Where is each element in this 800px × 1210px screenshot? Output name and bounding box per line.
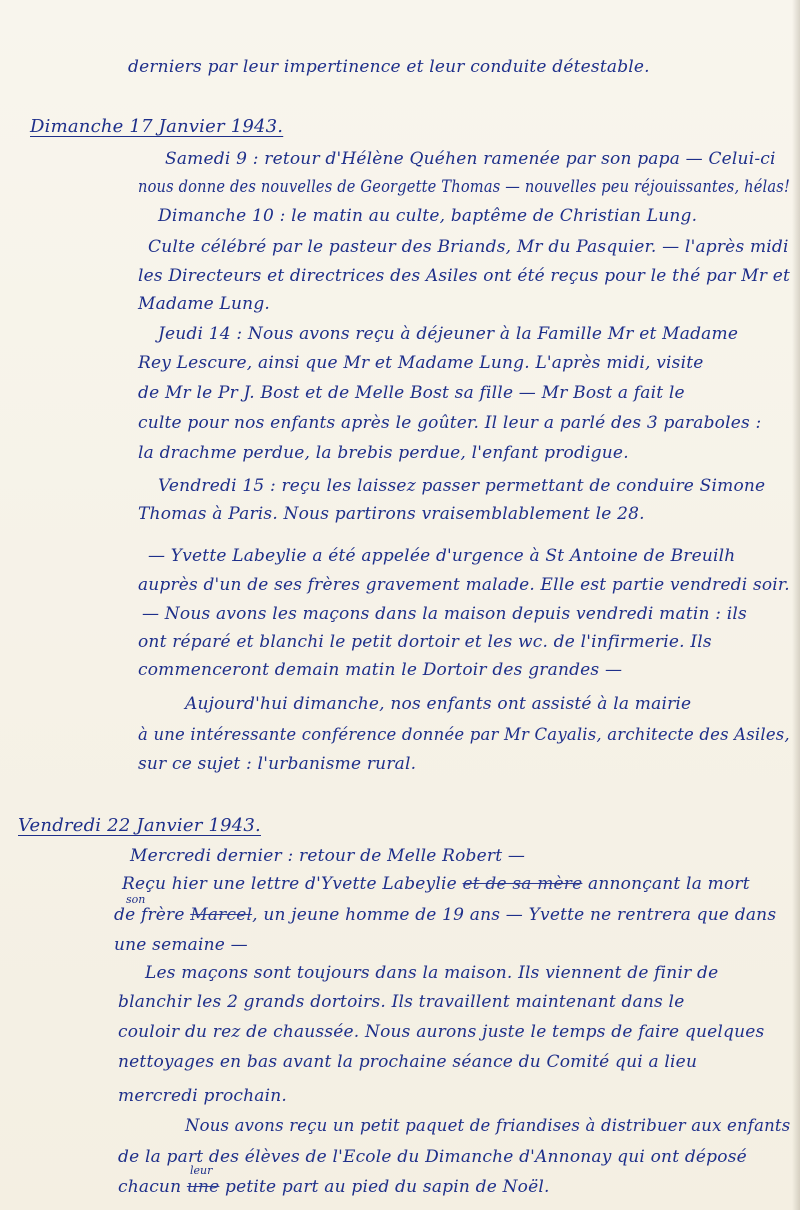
struck-text: Marcel xyxy=(190,905,253,925)
entry1-line: culte pour nos enfants après le goûter. Il leur a parlé des 3 paraboles : xyxy=(138,413,762,433)
page-edge-shadow xyxy=(792,0,800,1210)
entry1-line: sur ce sujet : l'urbanisme rural. xyxy=(138,754,417,774)
interlinear-insertion: leur xyxy=(190,1164,213,1177)
entry2-line-with-strikeout xyxy=(114,904,776,926)
struck-text: et de sa mère xyxy=(462,874,583,894)
entry2-line: blanchir les 2 grands dortoirs. Ils travaillent maintenant dans le xyxy=(118,992,685,1012)
entry1-line: Jeudi 14 : Nous avons reçu à déjeuner à la Famille Mr et Madame xyxy=(158,324,739,344)
entry2-line: Nous avons reçu un petit paquet de friandises à distribuer aux enfants xyxy=(185,1116,791,1136)
entry2-line-with-strikeout xyxy=(118,1176,550,1198)
entry2-line: mercredi prochain. xyxy=(118,1086,287,1106)
entry2-line-with-strikeout xyxy=(122,873,750,895)
entry1-line: les Directeurs et directrices des Asiles ont été reçus pour le thé par Mr et xyxy=(138,266,790,286)
entry1-line: Aujourd'hui dimanche, nos enfants ont assisté à la mairie xyxy=(185,694,692,714)
entry1-line: — Nous avons les maçons dans la maison depuis vendredi matin : ils xyxy=(142,604,747,624)
text-segment: frère xyxy=(140,905,185,925)
text-segment: annonçant la mort xyxy=(588,874,750,894)
entry1-line: — Yvette Labeylie a été appelée d'urgence à St Antoine de Breuilh xyxy=(148,546,736,566)
entry1-line: Vendredi 15 : reçu les laissez passer permettant de conduire Simone xyxy=(158,476,766,496)
entry1-line: Dimanche 10 : le matin au culte, baptême de Christian Lung. xyxy=(158,206,698,226)
text-segment: Reçu hier une lettre d'Yvette Labeylie xyxy=(122,874,457,894)
text-segment: petite part au pied du sapin de Noël. xyxy=(225,1177,550,1197)
entry1-line: commenceront demain matin le Dortoir des grandes — xyxy=(138,660,623,680)
entry2-line: une semaine — xyxy=(114,935,248,955)
carryover-line: derniers par leur impertinence et leur conduite détestable. xyxy=(128,57,650,77)
entry2-line: de la part des élèves de l'Ecole du Dimanche d'Annonay qui ont déposé xyxy=(118,1147,747,1167)
interlinear-insertion: son xyxy=(126,893,146,906)
entry-heading-22-janvier: Vendredi 22 Janvier 1943. xyxy=(18,815,261,836)
entry1-line: Thomas à Paris. Nous partirons vraisemblablement le 28. xyxy=(138,504,645,524)
entry1-line: auprès d'un de ses frères gravement malade. Elle est partie vendredi soir. xyxy=(138,575,790,595)
entry2-line: couloir du rez de chaussée. Nous aurons juste le temps de faire quelques xyxy=(118,1022,765,1042)
entry1-line: Rey Lescure, ainsi que Mr et Madame Lung. L'après midi, visite xyxy=(138,353,704,373)
entry2-line: nettoyages en bas avant la prochaine séance du Comité qui a lieu xyxy=(118,1052,698,1072)
entry1-line: la drachme perdue, la brebis perdue, l'enfant prodigue. xyxy=(138,443,629,463)
entry1-line: nous donne des nouvelles de Georgette Thomas — nouvelles peu réjouissantes, hélas! xyxy=(138,177,790,197)
entry2-line: Les maçons sont toujours dans la maison. Ils viennent de finir de xyxy=(145,963,719,983)
entry1-line: à une intéressante conférence donnée par Mr Cayalis, architecte des Asiles, xyxy=(138,725,790,745)
text-segment: , un jeune homme de 19 ans — Yvette ne rentrera que dans xyxy=(252,905,777,925)
text-segment: chacun xyxy=(118,1177,182,1197)
struck-text: une xyxy=(186,1177,220,1197)
text-segment: de xyxy=(114,905,136,925)
entry1-line: Culte célébré par le pasteur des Briands, Mr du Pasquier. — l'après midi xyxy=(148,237,789,257)
entry2-line: Mercredi dernier : retour de Melle Robert — xyxy=(130,846,526,866)
entry1-line: de Mr le Pr J. Bost et de Melle Bost sa fille — Mr Bost a fait le xyxy=(138,383,685,403)
entry1-line: ont réparé et blanchi le petit dortoir et les wc. de l'infirmerie. Ils xyxy=(138,632,712,652)
entry1-line: Madame Lung. xyxy=(138,294,271,314)
entry1-line: Samedi 9 : retour d'Hélène Quéhen ramenée par son papa — Celui-ci xyxy=(165,149,776,169)
entry-heading-17-janvier: Dimanche 17 Janvier 1943. xyxy=(30,116,284,137)
